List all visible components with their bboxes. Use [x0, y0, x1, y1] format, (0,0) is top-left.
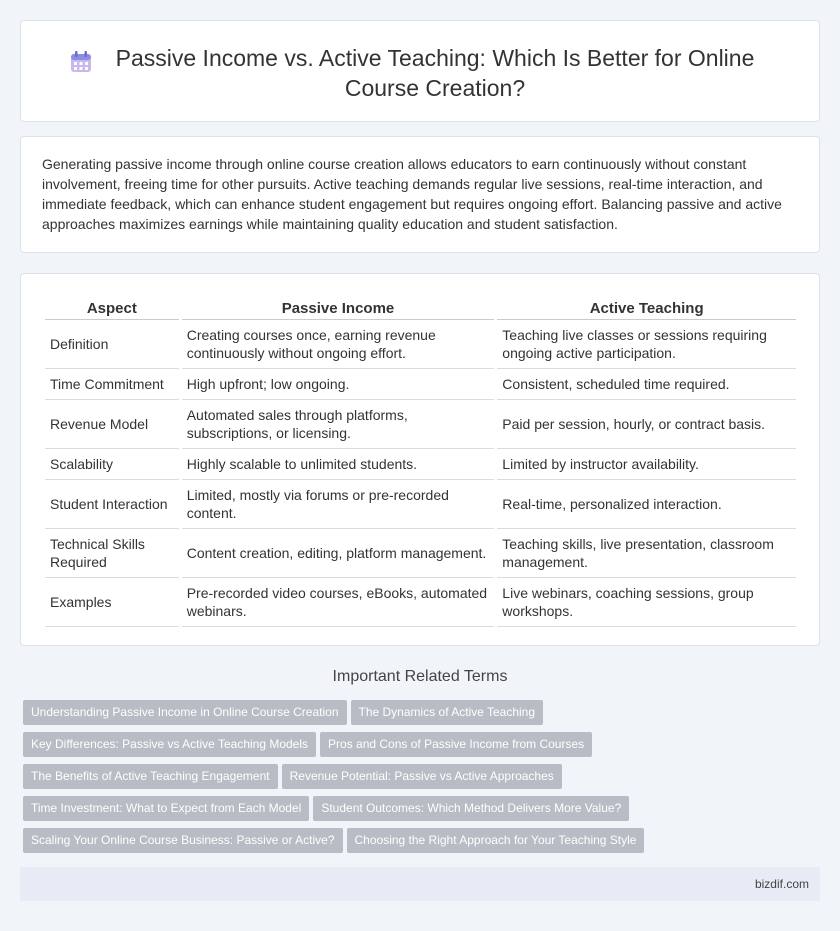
table-row — [45, 449, 796, 480]
related-term-link[interactable]: The Dynamics of Active Teaching — [351, 700, 544, 725]
cell-active: Paid per session, hourly, or contract basis. — [497, 400, 796, 449]
table-row — [45, 578, 796, 627]
related-term-link[interactable]: Pros and Cons of Passive Income from Courses — [320, 732, 592, 757]
related-terms-list — [23, 700, 823, 860]
cell-passive: Limited, mostly via forums or pre-recorded content. — [182, 480, 495, 529]
cell-passive: Content creation, editing, platform management. — [182, 529, 495, 578]
cell-aspect: Definition — [45, 320, 179, 369]
header-aspect: Aspect — [45, 294, 179, 320]
comparison-table — [42, 294, 799, 627]
related-term-link[interactable]: The Benefits of Active Teaching Engagement — [23, 764, 278, 789]
related-term-link[interactable]: Time Investment: What to Expect from Each Model — [23, 796, 309, 821]
cell-passive: Creating courses once, earning revenue continuously without ongoing effort. — [182, 320, 495, 369]
table-row — [45, 400, 796, 449]
related-term-link[interactable]: Revenue Potential: Passive vs Active Approaches — [282, 764, 562, 789]
table-row — [45, 529, 796, 578]
intro-card — [20, 136, 820, 253]
cell-passive: Automated sales through platforms, subscriptions, or licensing. — [182, 400, 495, 449]
related-terms-heading: Important Related Terms — [332, 668, 508, 685]
comparison-card — [20, 273, 820, 646]
cell-aspect: Technical Skills Required — [45, 529, 179, 578]
related-term-link[interactable]: Key Differences: Passive vs Active Teaching Models — [23, 732, 316, 757]
cell-aspect: Examples — [45, 578, 179, 627]
cell-active: Limited by instructor availability. — [497, 449, 796, 480]
page-title: Passive Income vs. Active Teaching: Which Is Better for Online Course Creation? — [115, 45, 755, 101]
cell-active: Consistent, scheduled time required. — [497, 369, 796, 400]
cell-active: Teaching skills, live presentation, classroom management. — [497, 529, 796, 578]
cell-passive: Pre-recorded video courses, eBooks, automated webinars. — [182, 578, 495, 627]
cell-aspect: Scalability — [45, 449, 179, 480]
header-passive-income: Passive Income — [182, 294, 495, 320]
related-term-link[interactable]: Choosing the Right Approach for Your Teaching Style — [347, 828, 645, 853]
cell-aspect: Revenue Model — [45, 400, 179, 449]
header-card — [20, 20, 820, 122]
cell-passive: High upfront; low ongoing. — [182, 369, 495, 400]
cell-aspect: Student Interaction — [45, 480, 179, 529]
related-term-link[interactable]: Scaling Your Online Course Business: Passive or Active? — [23, 828, 343, 853]
cell-active: Live webinars, coaching sessions, group workshops. — [497, 578, 796, 627]
table-row — [45, 320, 796, 369]
header-active-teaching: Active Teaching — [497, 294, 796, 320]
related-term-link[interactable]: Student Outcomes: Which Method Delivers More Value? — [313, 796, 629, 821]
intro-paragraph: Generating passive income through online course creation allows educators to earn continuously without constant involvement, freeing time for other pursuits. Active teaching demands regular live sessions, real-time interaction, and immediate feedback, which can enhance student engagement but requires ongoing effort. Balancing passive and active approaches maximizes earnings while maintaining quality education and student satisfaction. — [42, 156, 782, 232]
cell-aspect: Time Commitment — [45, 369, 179, 400]
related-term-link[interactable]: Understanding Passive Income in Online Course Creation — [23, 700, 347, 725]
table-header-row — [45, 294, 796, 320]
cell-active: Real-time, personalized interaction. — [497, 480, 796, 529]
footer — [20, 867, 820, 901]
footer-site-link[interactable]: bizdif.com — [754, 877, 809, 891]
cell-passive: Highly scalable to unlimited students. — [182, 449, 495, 480]
table-row — [45, 369, 796, 400]
table-row — [45, 480, 796, 529]
cell-active: Teaching live classes or sessions requiring ongoing active participation. — [497, 320, 796, 369]
